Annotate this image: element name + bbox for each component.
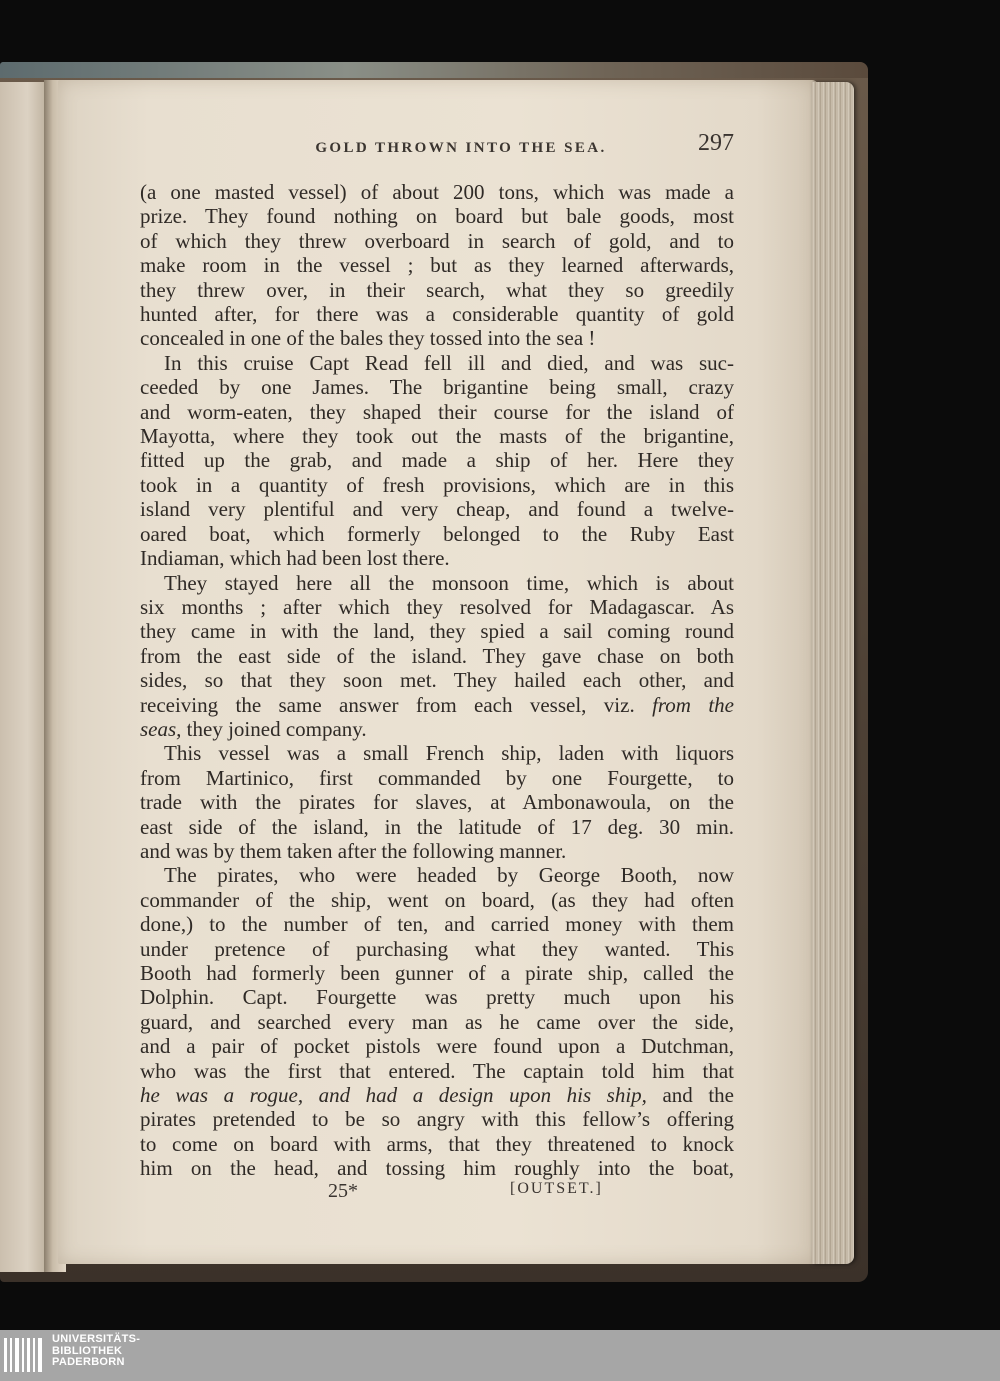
text-run: they joined company. (186, 716, 367, 741)
text-line: him on the head, and tossing him roughly into the boat, (140, 1156, 734, 1181)
text-line: The pirates, who were headed by George Booth, now (164, 863, 734, 888)
text-line: and worm-eaten, they shaped their course for the island of (140, 399, 734, 424)
text-line: Dolphin. Capt. Fourgette was pretty much upon his (140, 985, 734, 1010)
text-line: hunted after, for there was a considerable quantity of gold (140, 302, 734, 327)
text-line: they threw over, in their search, what they so greedily (140, 277, 734, 302)
italic-run: seas, (140, 716, 182, 741)
text-run: and the (662, 1083, 734, 1108)
text-line: oared boat, which formerly belonged to the Ruby East (140, 521, 734, 546)
cover-edge (0, 62, 868, 78)
verso-page-edge (0, 82, 50, 1272)
signature-mark: 25* (328, 1180, 358, 1202)
text-line: ceeded by one James. The brigantine being small, crazy (140, 375, 734, 400)
italic-run: he was a rogue, and had a design upon his ship, (140, 1083, 647, 1108)
text-line: (a one masted vessel) of about 200 tons, which was made a (140, 180, 734, 204)
text-line (140, 1083, 734, 1107)
library-banner (0, 1330, 1000, 1381)
text-line: In this cruise Capt Read fell ill and died, and was suc- (164, 350, 734, 375)
text-line: Booth had formerly been gunner of a pirate ship, called the (140, 961, 734, 985)
text-line: Indiaman, which had been lost there. (140, 546, 450, 571)
text-line: and a pair of pocket pistols were found upon a Dutchman, (140, 1034, 734, 1059)
text-line: fitted up the grab, and made a ship of her. Here they (140, 448, 734, 473)
text-line: prize. They found nothing on board but bale goods, most (140, 204, 734, 229)
library-name (52, 1334, 140, 1369)
italic-run: from the (652, 692, 734, 717)
text-line: This vessel was a small French ship, laden with liquors (164, 741, 734, 766)
text-line: of which they threw overboard in search of gold, and to (140, 228, 734, 253)
text-line: to come on board with arms, that they threatened to knock (140, 1131, 734, 1156)
text-line: Mayotta, where they took out the masts of the brigantine, (140, 424, 734, 449)
text-line: and was by them taken after the following manner. (140, 838, 567, 863)
page-edges (812, 82, 854, 1264)
catchword: [OUTSET.] (510, 1180, 603, 1197)
text-line (140, 717, 734, 741)
text-line: from Martinico, first commanded by one Fourgette, to (140, 765, 734, 790)
text-run: receiving the same answer from each vessel, viz. (140, 692, 635, 717)
text-line: make room in the vessel ; but as they learned afterwards, (140, 253, 734, 278)
library-name-line: BIBLIOTHEK (52, 1344, 123, 1357)
text-line: they came in with the land, they spied a sail coming round (140, 619, 734, 644)
page-number: 297 (698, 130, 734, 156)
library-name-line: UNIVERSITÄTS- (52, 1333, 141, 1345)
text-line: guard, and searched every man as he came over the side, (140, 1009, 734, 1034)
running-head-title: GOLD THROWN INTO THE SEA. (315, 140, 607, 156)
text-line: They stayed here all the monsoon time, which is about (164, 570, 734, 595)
text-line: from the east side of the island. They gave chase on both (140, 643, 734, 668)
library-name-line: PADERBORN (52, 1356, 125, 1368)
text-line: under pretence of purchasing what they wanted. This (140, 936, 734, 961)
text-line: done,) to the number of ten, and carried money with them (140, 912, 734, 937)
text-line: sides, so that they soon met. They hailed each other, and (140, 668, 734, 693)
body-text (140, 180, 734, 1181)
text-line: who was the first that entered. The captain told him that (140, 1058, 734, 1083)
text-line: island very plentiful and very cheap, and found a twelve- (140, 497, 734, 522)
text-line: east side of the island, in the latitude of 17 deg. 30 min. (140, 814, 734, 839)
text-line: concealed in one of the bales they tossed into the sea ! (140, 326, 596, 351)
text-line: trade with the pirates for slaves, at Ambonawoula, on the (140, 790, 734, 815)
text-line: took in a quantity of fresh provisions, which are in this (140, 472, 734, 497)
library-logo-icon (2, 1332, 46, 1378)
running-head (140, 130, 734, 166)
text-line: commander of the ship, went on board, (as they had often (140, 887, 734, 912)
text-line: pirates pretended to be so angry with this fellow’s offering (140, 1107, 734, 1132)
text-line (140, 693, 734, 717)
page-footer (140, 1180, 734, 1208)
text-line: six months ; after which they resolved for Madagascar. As (140, 594, 734, 619)
